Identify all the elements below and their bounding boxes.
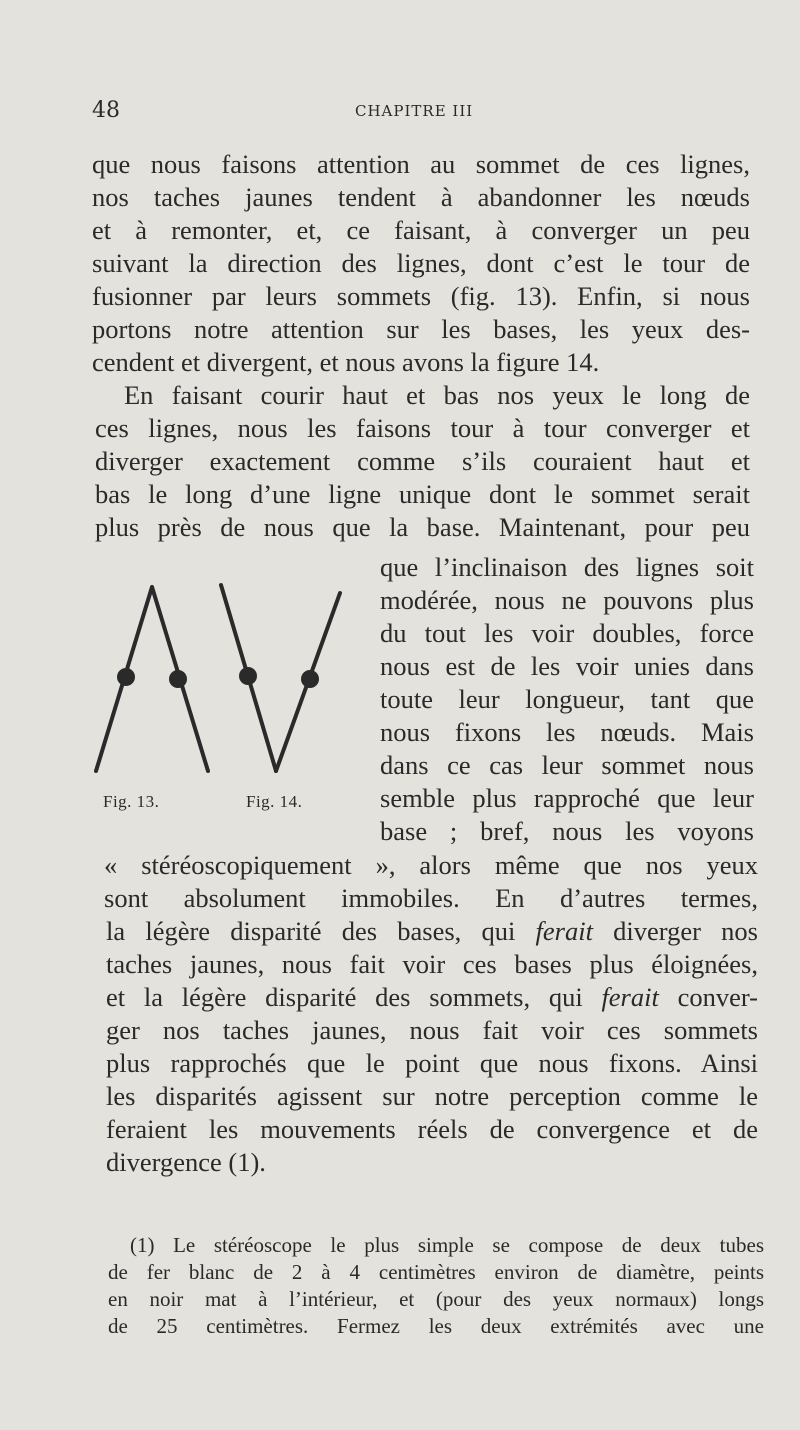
body-line: feraient les mouvements réels de convergence et de [106,1114,758,1144]
body-line: plus rapprochés que le point que nous fixons. Ainsi [106,1048,758,1078]
footnote-line: (1) Le stéréoscope le plus simple se compose de deux tubes [130,1233,764,1257]
fig14-node-left [241,669,255,683]
body-line: nos taches jaunes tendent à abandonner les nœuds [92,182,750,212]
footnote-line: de fer blanc de 2 à 4 centimètres environ de diamètre, peints [108,1260,764,1284]
side-line: base ; bref, nous les voyons [380,816,754,846]
body-line: portons notre attention sur les bases, les yeux des- [92,314,750,344]
side-line: dans ce cas leur sommet nous [380,750,754,780]
figure-13-caption: Fig. 13. [103,792,160,811]
body-line: ces lignes, nous les faisons tour à tour converger et [95,413,750,443]
body-line: que nous faisons attention au sommet de ces lignes, [92,149,750,179]
body-line: plus près de nous que la base. Maintenant, pour peu [95,512,750,542]
footnote-line: de 25 centimètres. Fermez les deux extrémités avec une [108,1314,764,1338]
fig13-node-right [171,672,185,686]
body-line: et à remonter, et, ce faisant, à converger un peu [92,215,750,245]
side-line: du tout les voir doubles, force [380,618,754,648]
page-number: 48 [92,98,120,123]
fig13-node-left [119,670,133,684]
side-line: que l’inclinaison des lignes soit [380,552,754,582]
body-line: diverger exactement comme s’ils couraient haut et [95,446,750,476]
line-fragment: la légère disparité des bases, qui [106,916,536,946]
side-line: nous fixons les nœuds. Mais [380,717,754,747]
body-line: bas le long d’une ligne unique dont le sommet serait [95,479,750,509]
side-line: nous est de les voir unies dans [380,651,754,681]
stereo-figure [80,575,350,785]
body-line: suivant la direction des lignes, dont c’est le tour de [92,248,750,278]
body-line: taches jaunes, nous fait voir ces bases plus éloignées, [106,949,758,979]
side-line: toute leur longueur, tant que [380,684,754,714]
line-fragment: conver- [658,982,758,1012]
italic-word: ferait [601,982,659,1012]
line-fragment: et la légère disparité des sommets, qui [106,982,602,1012]
figure-14-caption: Fig. 14. [246,792,303,811]
body-line [106,981,758,1014]
fig14-node-right [303,672,317,686]
body-line: sont absolument immobiles. En d’autres termes, [104,883,758,913]
running-head: CHAPITRE III [355,102,474,120]
body-line: fusionner par leurs sommets (fig. 13). Enfin, si nous [92,281,750,311]
body-line: cendent et divergent, et nous avons la figure 14. [92,347,600,377]
body-line: « stéréoscopiquement », alors même que nos yeux [104,850,758,880]
body-line: divergence (1). [106,1147,266,1177]
body-line: En faisant courir haut et bas nos yeux le long de [124,380,750,410]
line-fragment: diverger nos [592,916,758,946]
body-line [106,915,758,948]
italic-word: ferait [535,916,593,946]
side-line: semble plus rapproché que leur [380,783,754,813]
side-line: modérée, nous ne pouvons plus [380,585,754,615]
footnote-line: en noir mat à l’intérieur, et (pour des yeux normaux) longs [108,1287,764,1311]
body-line: ger nos taches jaunes, nous fait voir ces sommets [106,1015,758,1045]
body-line: les disparités agissent sur notre perception comme le [106,1081,758,1111]
